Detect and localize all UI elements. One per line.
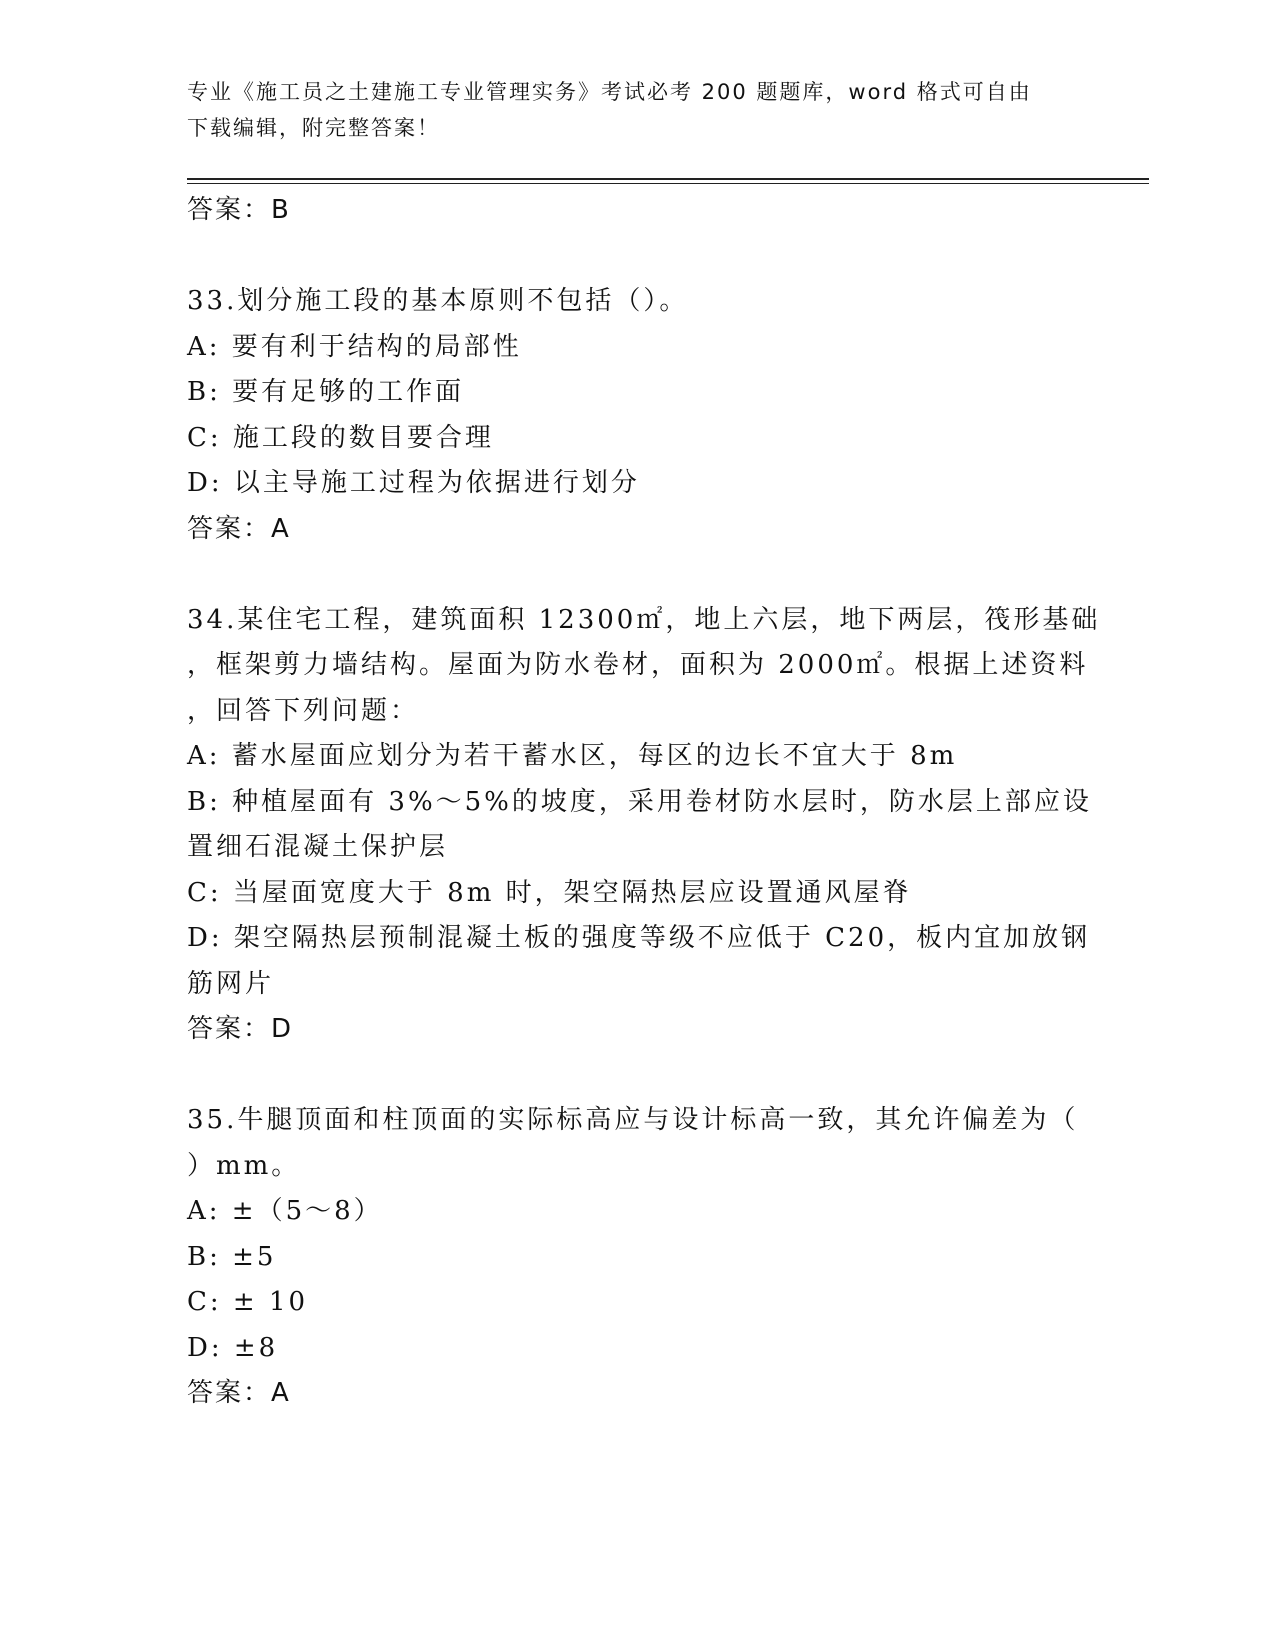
question-35 bbox=[187, 1098, 1087, 1417]
spacer bbox=[187, 234, 1087, 280]
spacer bbox=[187, 1053, 1087, 1099]
option-b: B: 要有足够的工作面 bbox=[187, 377, 465, 407]
option-d: D: 以主导施工过程为依据进行划分 bbox=[187, 468, 640, 498]
header-line-1: 专业《施工员之土建施工专业管理实务》考试必考 200 题题库，word 格式可自由 bbox=[187, 80, 1032, 104]
option-d: D: 架空隔热层预制混凝土板的强度等级不应低于 C20，板内宜加放钢 bbox=[187, 923, 1091, 953]
question-33 bbox=[187, 279, 1087, 552]
document-header bbox=[187, 74, 1087, 146]
option-d-continued: 筋网片 bbox=[187, 968, 275, 999]
question-stem-line: 34.某住宅工程，建筑面积 12300㎡，地上六层，地下两层，筏形基础 bbox=[187, 604, 1101, 635]
answer-line: 答案：D bbox=[187, 1014, 294, 1044]
header-divider-thin bbox=[187, 183, 1149, 184]
question-stem-line: 35.牛腿顶面和柱顶面的实际标高应与设计标高一致，其允许偏差为（ bbox=[187, 1105, 1079, 1135]
header-divider-thick bbox=[187, 178, 1149, 180]
option-a: A: ±（5～8） bbox=[187, 1196, 383, 1226]
option-a: A: 蓄水屋面应划分为若干蓄水区，每区的边长不宜大于 8m bbox=[187, 741, 958, 771]
option-c: C: ± 10 bbox=[187, 1287, 309, 1317]
option-c: C: 当屋面宽度大于 8m 时，架空隔热层应设置通风屋脊 bbox=[187, 877, 912, 908]
option-b: B: ±5 bbox=[187, 1241, 277, 1272]
question-34 bbox=[187, 598, 1101, 1053]
option-c: C: 施工段的数目要合理 bbox=[187, 422, 494, 453]
document-body bbox=[187, 188, 1101, 1417]
question-stem-line: ，框架剪力墙结构。屋面为防水卷材，面积为 2000㎡。根据上述资料 bbox=[187, 650, 1089, 680]
question-stem-line: ，回答下列问题： bbox=[187, 695, 420, 726]
header-line-2: 下载编辑，附完整答案！ bbox=[187, 116, 440, 140]
answer-line: 答案：A bbox=[187, 513, 291, 544]
question-stem-line: 33.划分施工段的基本原则不包括（）。 bbox=[187, 286, 689, 316]
option-b: B: 种植屋面有 3%～5%的坡度，采用卷材防水层时，防水层上部应设 bbox=[187, 786, 1092, 817]
spacer bbox=[187, 552, 1087, 598]
option-a: A: 要有利于结构的局部性 bbox=[187, 331, 522, 362]
option-b-continued: 置细石混凝土保护层 bbox=[187, 832, 449, 862]
previous-answer: 答案：B bbox=[187, 195, 291, 225]
option-d: D: ±8 bbox=[187, 1332, 279, 1363]
answer-line: 答案：A bbox=[187, 1378, 291, 1408]
question-stem-line: ）mm。 bbox=[187, 1150, 301, 1181]
